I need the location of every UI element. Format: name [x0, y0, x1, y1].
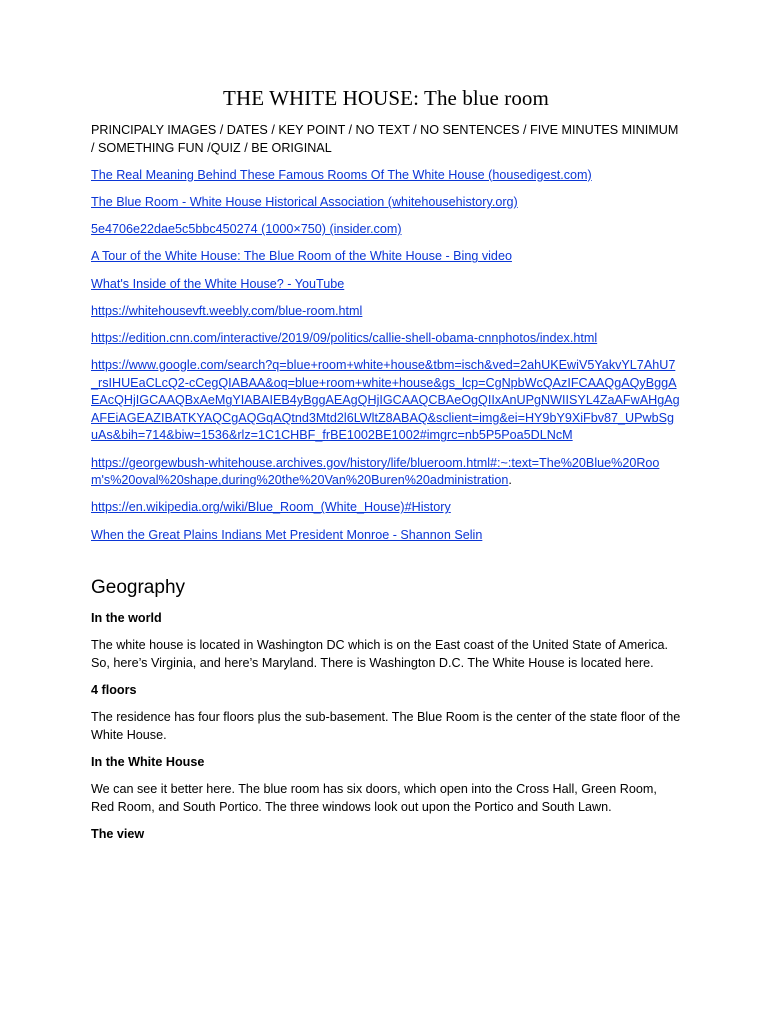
- link-cnn[interactable]: https://edition.cnn.com/interactive/2019/09/politics/callie-shell-obama-cnnphotos/index.html: [91, 330, 598, 345]
- link-wikipedia[interactable]: https://en.wikipedia.org/wiki/Blue_Room_(White_House)#History: [91, 500, 451, 515]
- list-item: [91, 303, 681, 321]
- subheading-in-the-world: In the world: [91, 611, 162, 626]
- document-page: [91, 84, 681, 853]
- list-item: [91, 276, 681, 294]
- list-item: [91, 194, 681, 212]
- paragraph-4-floors: The residence has four floors plus the sub-basement. The Blue Room is the center of the state floor of the White House.: [91, 710, 681, 742]
- trailing-period: .: [508, 473, 512, 488]
- list-item: [91, 499, 681, 517]
- link-whitehousehistory[interactable]: The Blue Room - White House Historical Association (whitehousehistory.org): [91, 194, 518, 209]
- subheading-in-the-white-house: In the White House: [91, 755, 205, 770]
- page-title: THE WHITE HOUSE: The blue room: [223, 86, 549, 110]
- requirements-text: PRINCIPALY IMAGES / DATES / KEY POINT / NO TEXT / NO SENTENCES / FIVE MINUTES MINIMUM / SOMETHING FUN /QUIZ / BE ORIGINAL: [91, 123, 679, 155]
- list-item: [91, 167, 681, 185]
- link-youtube[interactable]: What's Inside of the White House? - YouTube: [91, 276, 345, 291]
- list-item: [91, 248, 681, 266]
- links-list: [91, 167, 681, 544]
- list-item: [91, 357, 681, 445]
- link-georgewbush-archives[interactable]: https://georgewbush-whitehouse.archives.gov/history/life/blueroom.html#:~:text=The%20Blue%20Room's%20oval%20shape,during%20the%20Van%20Buren%20administration: [91, 455, 660, 488]
- link-bing-video[interactable]: A Tour of the White House: The Blue Room of the White House - Bing video: [91, 249, 512, 264]
- link-google-search[interactable]: https://www.google.com/search?q=blue+room+white+house&tbm=isch&ved=2ahUKEwiV5YakvYL7AhU7_rsIHUEaCLcQ2-cCegQIABAA&oq=blue+room+white+house&gs_lcp=CgNpbWcQAzIFCAAQgAQyBggAEAcQHjIGCAAQBxAeMgYIABAIEB4yBggAEAgQHjIGCAAQCBAeOgQIIxAnUPgNWIISYL4ZaAFwAHgAgAFEiAGEAZIBATKYAQCgAQGqAQtnd3Mtd2l6LWltZ8ABAQ&sclient=img&ei=HY9bY9XiFbv87_UPwbSguAs&bih=714&biw=1536&rlz=1C1CHBF_frBE1002BE1002#imgrc=nb5P5Poa5DLNcM: [91, 358, 680, 443]
- paragraph-in-the-white-house: We can see it better here. The blue room has six doors, which open into the Cross Hall, Green Room, Red Room, and South Portico. The three windows look out upon the Portico and South Lawn.: [91, 782, 657, 814]
- link-weebly[interactable]: https://whitehousevft.weebly.com/blue-room.html: [91, 303, 363, 318]
- subheading-the-view: The view: [91, 827, 145, 842]
- subheading-4-floors: 4 floors: [91, 683, 137, 698]
- list-item: [91, 455, 681, 490]
- list-item: [91, 221, 681, 239]
- paragraph-in-the-world: The white house is located in Washington DC which is on the East coast of the United State of America. So, here’s Virginia, and here’s Maryland. There is Washington D.C. The White House is located here.: [91, 638, 669, 670]
- section-heading-geography: Geography: [91, 577, 186, 599]
- link-shannon-selin[interactable]: When the Great Plains Indians Met President Monroe - Shannon Selin: [91, 527, 483, 542]
- link-housedigest[interactable]: The Real Meaning Behind These Famous Rooms Of The White House (housedigest.com): [91, 167, 592, 182]
- link-insider-image[interactable]: 5e4706e22dae5c5bbc450274 (1000×750) (insider.com): [91, 222, 402, 237]
- list-item: [91, 527, 681, 545]
- list-item: [91, 330, 681, 348]
